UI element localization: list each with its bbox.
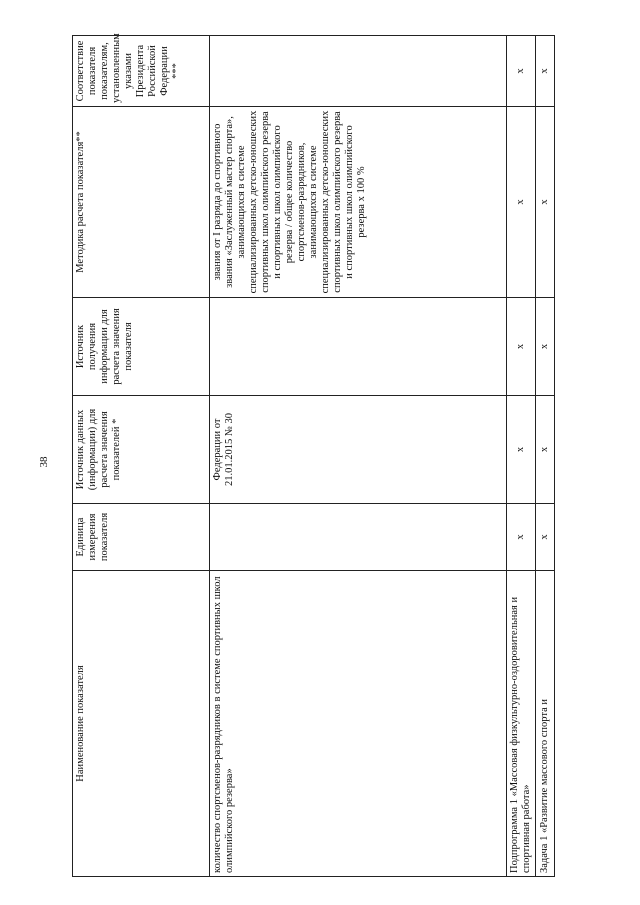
cell-decree-compliance: x bbox=[536, 36, 555, 107]
cell-calc-method: звания от I разряда до спортивного звания «Заслуженный мастер спорта», занимающихся в системе специализированных детско-юношеских спортивных школ олимпийского резерва и спортивных школ олимпийского резерва / общее количество спортсменов-разрядников, занимающихся в системе специализированных детско-юношеских спортивных школ олимпийского резерва и спортивных школ олимпийского резерва x 100 % bbox=[210, 107, 507, 298]
cell-indicator-name: Задача 1 «Развитие массового спорта и bbox=[536, 571, 555, 877]
cell-indicator-name: количество спортсменов-разрядников в системе спортивных школ олимпийского резерва» bbox=[210, 571, 507, 877]
cell-unit: x bbox=[536, 504, 555, 571]
table-header-row bbox=[73, 36, 210, 877]
cell-info-source: x bbox=[507, 298, 536, 396]
header-unit: Единица измерения показателя bbox=[73, 504, 210, 571]
page-number: 38 bbox=[38, 456, 50, 468]
rotated-table-frame bbox=[72, 33, 587, 877]
cell-decree-compliance bbox=[210, 36, 507, 107]
cell-calc-method: x bbox=[507, 107, 536, 298]
table-row bbox=[507, 36, 536, 877]
cell-data-source: x bbox=[536, 396, 555, 504]
cell-calc-method: x bbox=[536, 107, 555, 298]
header-calc-method: Методика расчета показателя** bbox=[73, 107, 210, 298]
header-data-source: Источник данных (информации) для расчета значения показателей * bbox=[73, 396, 210, 504]
cell-data-source: x bbox=[507, 396, 536, 504]
landscape-table-wrapper bbox=[72, 33, 587, 877]
cell-data-source: Федерации от 21.01.2015 № 30 bbox=[210, 396, 507, 504]
cell-info-source bbox=[210, 298, 507, 396]
table-row bbox=[210, 36, 507, 877]
cell-unit: x bbox=[507, 504, 536, 571]
cell-unit bbox=[210, 504, 507, 571]
indicators-table bbox=[72, 35, 555, 877]
header-info-source: Источник получения информации для расчета значения показателя bbox=[73, 298, 210, 396]
cell-info-source: x bbox=[536, 298, 555, 396]
cell-decree-compliance: x bbox=[507, 36, 536, 107]
table-row bbox=[536, 36, 555, 877]
cell-indicator-name: Подпрограмма 1 «Массовая физкультурно-оздоровительная и спортивная работа» bbox=[507, 571, 536, 877]
header-indicator-name: Наименование показателя bbox=[73, 571, 210, 877]
header-decree-compliance: Соответствие показателя показателям, установленным указами Президента Российской Федерации *** bbox=[73, 36, 210, 107]
